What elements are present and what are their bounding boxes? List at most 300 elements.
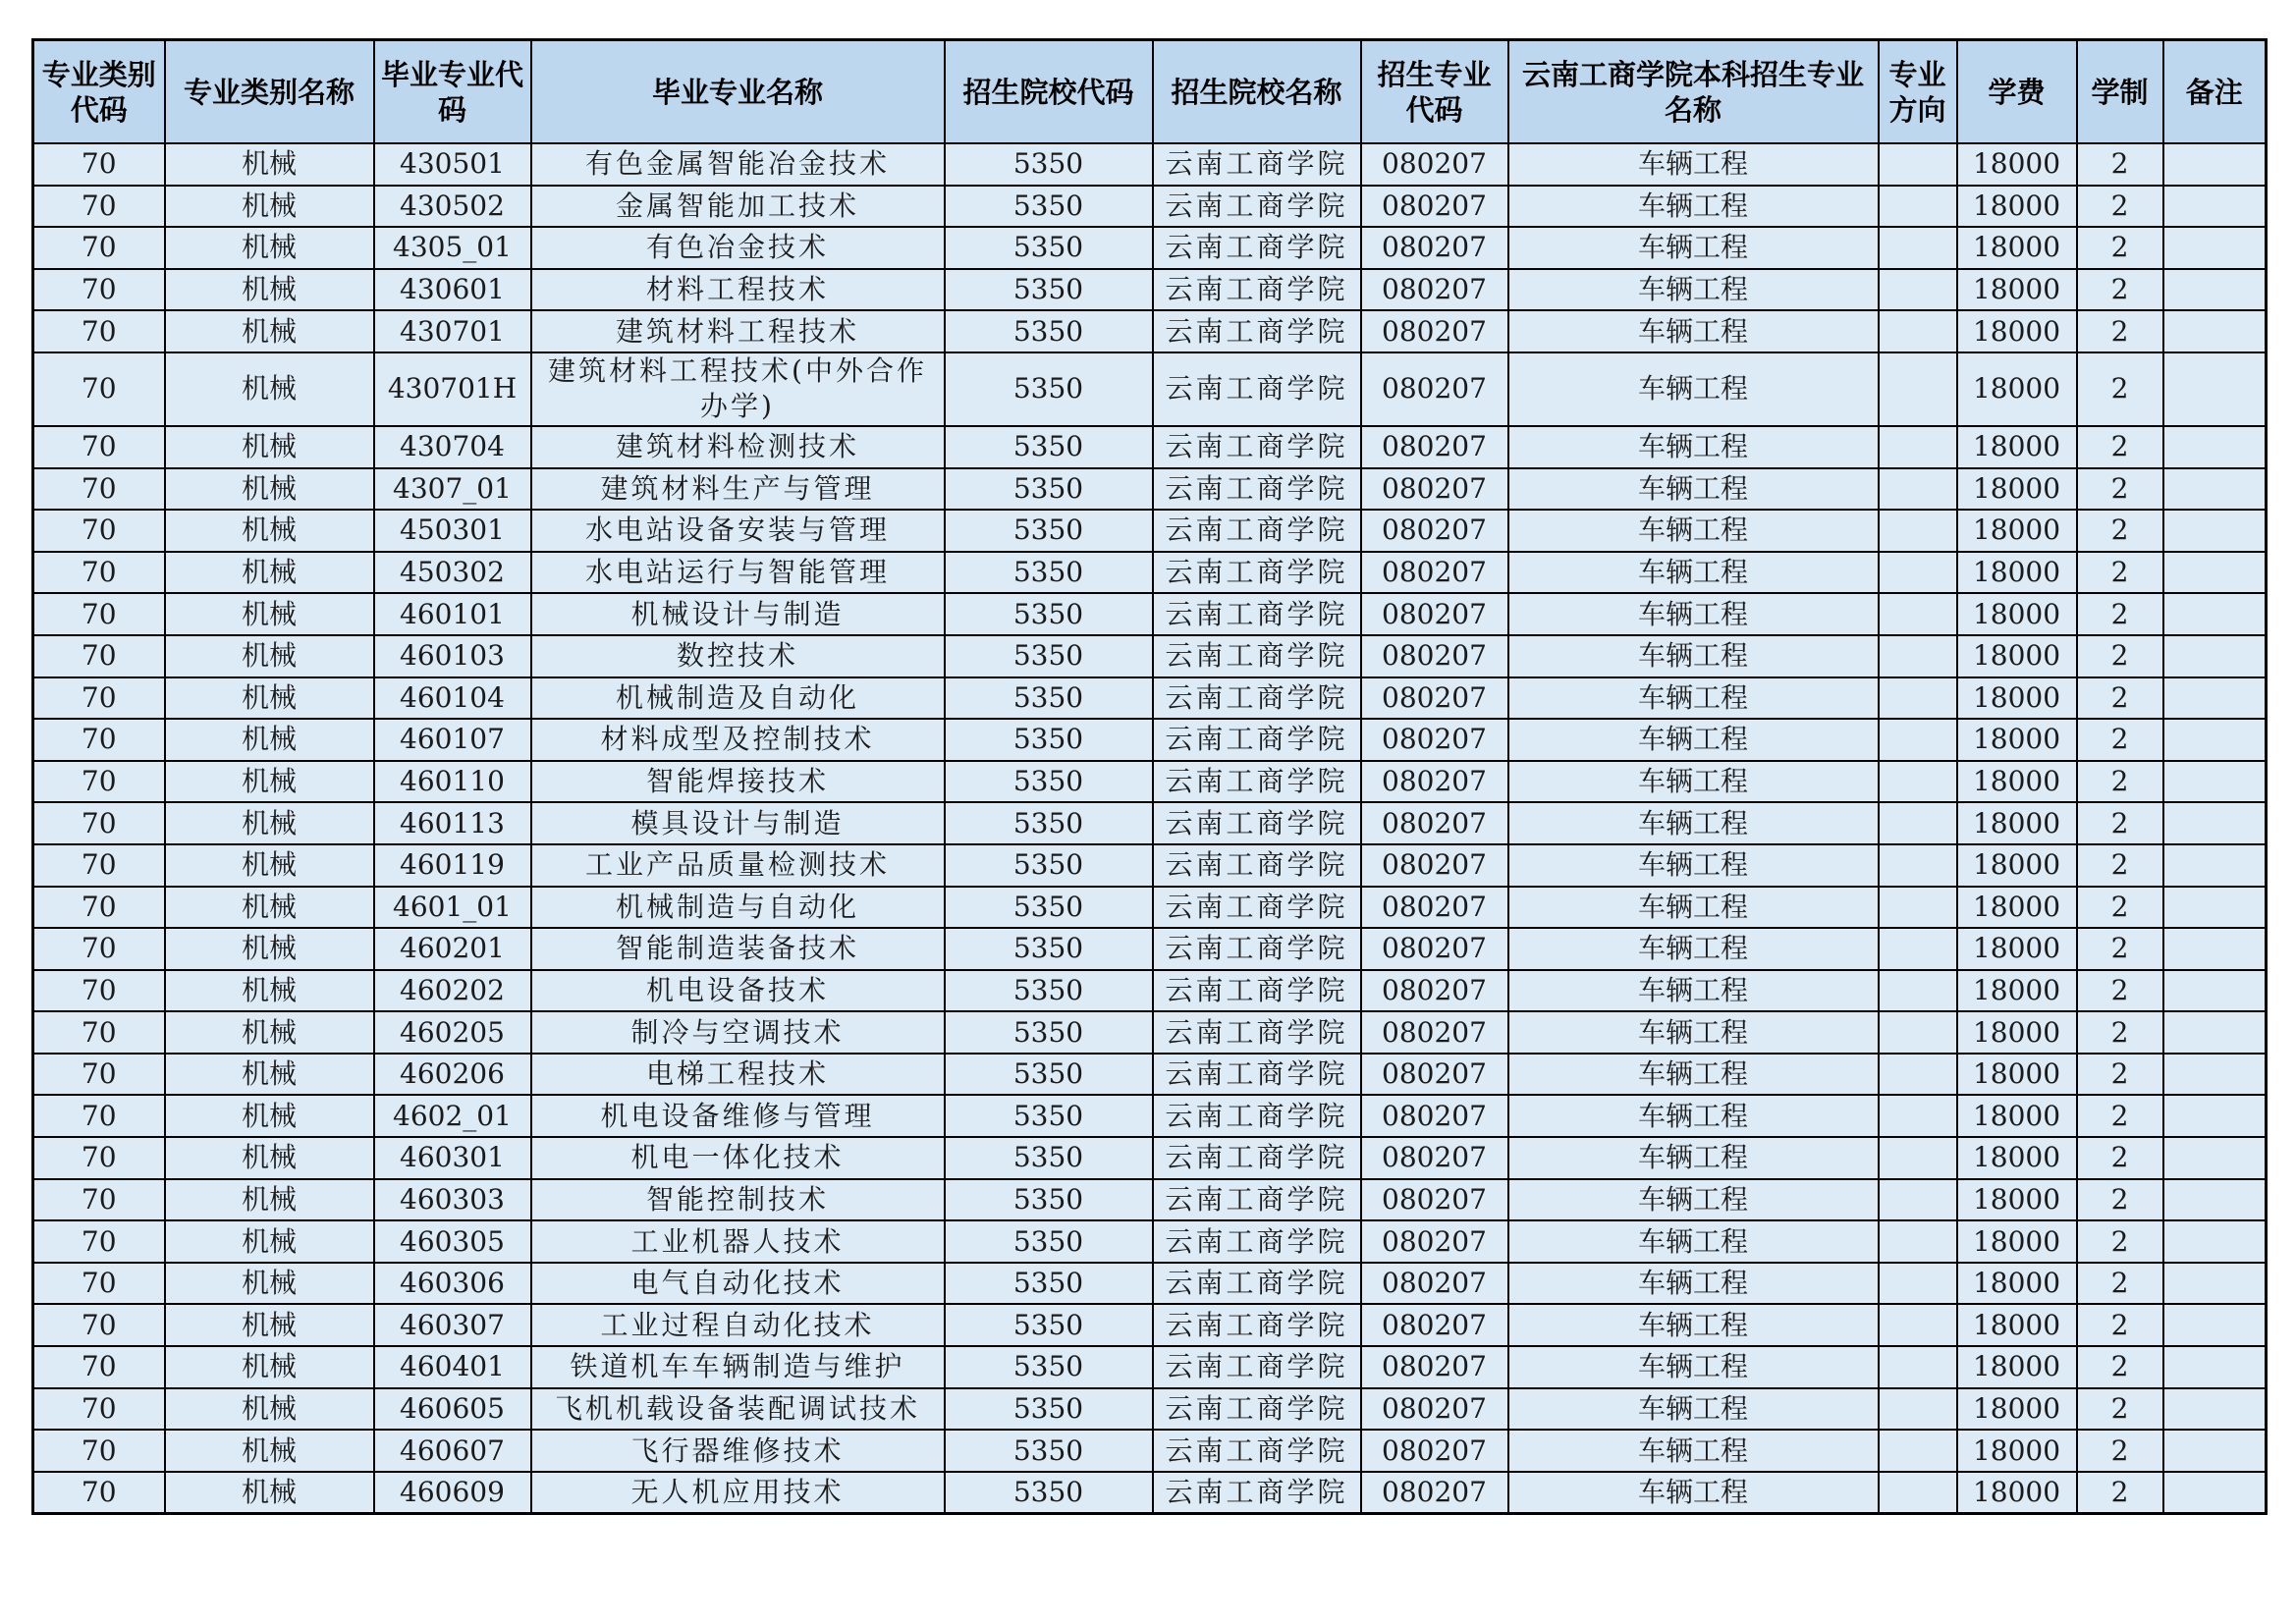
- cell-school-code: 5350: [945, 719, 1153, 761]
- cell-grad-major-code: 460305: [374, 1220, 531, 1263]
- cell-category-code: 70: [33, 719, 165, 761]
- table-row: [33, 186, 2267, 228]
- cell-tuition: 18000: [1957, 1304, 2077, 1346]
- cell-school-name: 云南工商学院: [1153, 269, 1361, 311]
- cell-enroll-major-name: 车辆工程: [1508, 1388, 1879, 1431]
- cell-duration: 2: [2077, 802, 2163, 844]
- cell-tuition: 18000: [1957, 802, 2077, 844]
- cell-category-name: 机械: [165, 1095, 374, 1137]
- cell-grad-major-code: 460605: [374, 1388, 531, 1431]
- cell-school-name: 云南工商学院: [1153, 426, 1361, 468]
- cell-direction: [1879, 1179, 1957, 1221]
- cell-school-code: 5350: [945, 761, 1153, 803]
- cell-direction: [1879, 1346, 1957, 1388]
- cell-enroll-major-name: 车辆工程: [1508, 1220, 1879, 1263]
- table-row: [33, 761, 2267, 803]
- cell-remarks: [2163, 844, 2267, 887]
- cell-category-code: 70: [33, 186, 165, 228]
- table-row: [33, 887, 2267, 929]
- cell-enroll-major-code: 080207: [1361, 1388, 1508, 1431]
- cell-school-name: 云南工商学院: [1153, 1263, 1361, 1305]
- cell-category-name: 机械: [165, 887, 374, 929]
- cell-grad-major-name: 机电一体化技术: [531, 1137, 945, 1179]
- cell-tuition: 18000: [1957, 552, 2077, 594]
- cell-grad-major-code: 430701H: [374, 352, 531, 426]
- cell-direction: [1879, 143, 1957, 186]
- table-row: [33, 802, 2267, 844]
- cell-enroll-major-code: 080207: [1361, 1346, 1508, 1388]
- cell-category-name: 机械: [165, 802, 374, 844]
- cell-remarks: [2163, 143, 2267, 186]
- cell-enroll-major-name: 车辆工程: [1508, 1011, 1879, 1054]
- cell-grad-major-code: 430601: [374, 269, 531, 311]
- cell-direction: [1879, 186, 1957, 228]
- cell-school-name: 云南工商学院: [1153, 928, 1361, 970]
- cell-school-name: 云南工商学院: [1153, 310, 1361, 352]
- cell-direction: [1879, 887, 1957, 929]
- cell-tuition: 18000: [1957, 352, 2077, 426]
- cell-enroll-major-code: 080207: [1361, 510, 1508, 552]
- cell-category-code: 70: [33, 844, 165, 887]
- cell-school-name: 云南工商学院: [1153, 1304, 1361, 1346]
- cell-direction: [1879, 1011, 1957, 1054]
- table-row: [33, 593, 2267, 635]
- cell-enroll-major-name: 车辆工程: [1508, 227, 1879, 269]
- cell-duration: 2: [2077, 1472, 2163, 1514]
- cell-enroll-major-name: 车辆工程: [1508, 468, 1879, 511]
- cell-remarks: [2163, 468, 2267, 511]
- cell-tuition: 18000: [1957, 227, 2077, 269]
- cell-direction: [1879, 552, 1957, 594]
- cell-tuition: 18000: [1957, 1011, 2077, 1054]
- cell-category-name: 机械: [165, 352, 374, 426]
- cell-grad-major-name: 工业过程自动化技术: [531, 1304, 945, 1346]
- cell-tuition: 18000: [1957, 143, 2077, 186]
- cell-category-code: 70: [33, 1220, 165, 1263]
- cell-direction: [1879, 227, 1957, 269]
- cell-category-name: 机械: [165, 552, 374, 594]
- cell-category-code: 70: [33, 761, 165, 803]
- cell-category-name: 机械: [165, 1054, 374, 1096]
- header-grad-major-name: 毕业专业名称: [531, 40, 945, 144]
- cell-duration: 2: [2077, 928, 2163, 970]
- cell-school-code: 5350: [945, 970, 1153, 1012]
- cell-category-code: 70: [33, 227, 165, 269]
- cell-category-code: 70: [33, 928, 165, 970]
- cell-category-name: 机械: [165, 635, 374, 677]
- cell-grad-major-code: 460609: [374, 1472, 531, 1514]
- cell-school-name: 云南工商学院: [1153, 510, 1361, 552]
- cell-enroll-major-code: 080207: [1361, 802, 1508, 844]
- cell-enroll-major-name: 车辆工程: [1508, 1054, 1879, 1096]
- cell-school-code: 5350: [945, 1179, 1153, 1221]
- cell-enroll-major-code: 080207: [1361, 143, 1508, 186]
- cell-remarks: [2163, 310, 2267, 352]
- cell-grad-major-name: 电梯工程技术: [531, 1054, 945, 1096]
- cell-remarks: [2163, 1179, 2267, 1221]
- header-category-code: 专业类别代码: [33, 40, 165, 144]
- cell-enroll-major-name: 车辆工程: [1508, 186, 1879, 228]
- cell-school-name: 云南工商学院: [1153, 1388, 1361, 1431]
- cell-direction: [1879, 310, 1957, 352]
- cell-tuition: 18000: [1957, 887, 2077, 929]
- cell-grad-major-code: 430704: [374, 426, 531, 468]
- cell-grad-major-name: 数控技术: [531, 635, 945, 677]
- cell-enroll-major-name: 车辆工程: [1508, 426, 1879, 468]
- cell-category-code: 70: [33, 1430, 165, 1472]
- cell-school-name: 云南工商学院: [1153, 1472, 1361, 1514]
- cell-grad-major-code: 460306: [374, 1263, 531, 1305]
- cell-grad-major-name: 金属智能加工技术: [531, 186, 945, 228]
- cell-school-name: 云南工商学院: [1153, 1346, 1361, 1388]
- cell-enroll-major-code: 080207: [1361, 310, 1508, 352]
- cell-category-name: 机械: [165, 844, 374, 887]
- cell-enroll-major-name: 车辆工程: [1508, 1304, 1879, 1346]
- cell-category-code: 70: [33, 1346, 165, 1388]
- cell-enroll-major-code: 080207: [1361, 761, 1508, 803]
- cell-duration: 2: [2077, 1430, 2163, 1472]
- table-row: [33, 1388, 2267, 1431]
- cell-tuition: 18000: [1957, 719, 2077, 761]
- cell-remarks: [2163, 1304, 2267, 1346]
- cell-tuition: 18000: [1957, 1346, 2077, 1388]
- table-row: [33, 269, 2267, 311]
- cell-grad-major-code: 460607: [374, 1430, 531, 1472]
- cell-school-code: 5350: [945, 677, 1153, 720]
- cell-enroll-major-code: 080207: [1361, 844, 1508, 887]
- cell-grad-major-code: 460303: [374, 1179, 531, 1221]
- cell-school-code: 5350: [945, 1054, 1153, 1096]
- cell-remarks: [2163, 552, 2267, 594]
- cell-direction: [1879, 635, 1957, 677]
- cell-remarks: [2163, 1137, 2267, 1179]
- cell-category-name: 机械: [165, 310, 374, 352]
- cell-grad-major-code: 430502: [374, 186, 531, 228]
- cell-grad-major-name: 智能焊接技术: [531, 761, 945, 803]
- cell-duration: 2: [2077, 719, 2163, 761]
- cell-grad-major-name: 智能制造装备技术: [531, 928, 945, 970]
- cell-enroll-major-code: 080207: [1361, 1054, 1508, 1096]
- cell-enroll-major-name: 车辆工程: [1508, 677, 1879, 720]
- cell-enroll-major-code: 080207: [1361, 635, 1508, 677]
- cell-category-code: 70: [33, 593, 165, 635]
- header-category-name: 专业类别名称: [165, 40, 374, 144]
- table-row: [33, 1304, 2267, 1346]
- cell-grad-major-code: 460119: [374, 844, 531, 887]
- cell-enroll-major-name: 车辆工程: [1508, 310, 1879, 352]
- cell-school-code: 5350: [945, 426, 1153, 468]
- cell-enroll-major-code: 080207: [1361, 1472, 1508, 1514]
- cell-direction: [1879, 677, 1957, 720]
- cell-category-name: 机械: [165, 227, 374, 269]
- cell-enroll-major-code: 080207: [1361, 928, 1508, 970]
- table-row: [33, 1095, 2267, 1137]
- cell-grad-major-code: 460107: [374, 719, 531, 761]
- cell-school-name: 云南工商学院: [1153, 1430, 1361, 1472]
- cell-school-code: 5350: [945, 844, 1153, 887]
- cell-grad-major-name: 飞机机载设备装配调试技术: [531, 1388, 945, 1431]
- cell-duration: 2: [2077, 468, 2163, 511]
- cell-enroll-major-code: 080207: [1361, 677, 1508, 720]
- table-row: [33, 426, 2267, 468]
- cell-enroll-major-code: 080207: [1361, 887, 1508, 929]
- cell-enroll-major-name: 车辆工程: [1508, 352, 1879, 426]
- cell-category-code: 70: [33, 1137, 165, 1179]
- cell-direction: [1879, 1472, 1957, 1514]
- cell-grad-major-code: 460113: [374, 802, 531, 844]
- cell-duration: 2: [2077, 510, 2163, 552]
- cell-grad-major-code: 460110: [374, 761, 531, 803]
- cell-school-name: 云南工商学院: [1153, 844, 1361, 887]
- cell-tuition: 18000: [1957, 1179, 2077, 1221]
- cell-category-name: 机械: [165, 1137, 374, 1179]
- cell-category-name: 机械: [165, 677, 374, 720]
- cell-grad-major-name: 水电站运行与智能管理: [531, 552, 945, 594]
- table-row: [33, 1263, 2267, 1305]
- cell-duration: 2: [2077, 635, 2163, 677]
- cell-category-name: 机械: [165, 510, 374, 552]
- cell-category-name: 机械: [165, 1179, 374, 1221]
- cell-direction: [1879, 1054, 1957, 1096]
- cell-grad-major-name: 材料工程技术: [531, 269, 945, 311]
- cell-remarks: [2163, 186, 2267, 228]
- cell-duration: 2: [2077, 310, 2163, 352]
- cell-grad-major-name: 建筑材料检测技术: [531, 426, 945, 468]
- table-row: [33, 844, 2267, 887]
- cell-enroll-major-name: 车辆工程: [1508, 510, 1879, 552]
- cell-category-code: 70: [33, 635, 165, 677]
- cell-school-name: 云南工商学院: [1153, 761, 1361, 803]
- cell-enroll-major-name: 车辆工程: [1508, 269, 1879, 311]
- cell-enroll-major-name: 车辆工程: [1508, 844, 1879, 887]
- cell-grad-major-code: 4602_01: [374, 1095, 531, 1137]
- cell-grad-major-name: 有色金属智能冶金技术: [531, 143, 945, 186]
- cell-category-name: 机械: [165, 468, 374, 511]
- cell-category-name: 机械: [165, 1220, 374, 1263]
- cell-direction: [1879, 269, 1957, 311]
- cell-tuition: 18000: [1957, 269, 2077, 311]
- table-row: [33, 1011, 2267, 1054]
- cell-school-name: 云南工商学院: [1153, 1179, 1361, 1221]
- cell-duration: 2: [2077, 269, 2163, 311]
- cell-enroll-major-name: 车辆工程: [1508, 887, 1879, 929]
- cell-duration: 2: [2077, 1304, 2163, 1346]
- cell-category-name: 机械: [165, 1304, 374, 1346]
- cell-remarks: [2163, 761, 2267, 803]
- cell-enroll-major-name: 车辆工程: [1508, 970, 1879, 1012]
- cell-category-code: 70: [33, 1095, 165, 1137]
- cell-school-code: 5350: [945, 1346, 1153, 1388]
- cell-grad-major-name: 机械设计与制造: [531, 593, 945, 635]
- header-duration: 学制: [2077, 40, 2163, 144]
- table-row: [33, 352, 2267, 426]
- cell-grad-major-name: 飞行器维修技术: [531, 1430, 945, 1472]
- header-school-name: 招生院校名称: [1153, 40, 1361, 144]
- cell-category-name: 机械: [165, 186, 374, 228]
- cell-category-code: 70: [33, 1304, 165, 1346]
- table-row: [33, 1179, 2267, 1221]
- cell-school-code: 5350: [945, 928, 1153, 970]
- table-body: [33, 143, 2267, 1514]
- cell-enroll-major-code: 080207: [1361, 970, 1508, 1012]
- cell-duration: 2: [2077, 352, 2163, 426]
- cell-duration: 2: [2077, 227, 2163, 269]
- cell-enroll-major-code: 080207: [1361, 1137, 1508, 1179]
- cell-direction: [1879, 510, 1957, 552]
- cell-school-code: 5350: [945, 186, 1153, 228]
- cell-enroll-major-code: 080207: [1361, 719, 1508, 761]
- cell-remarks: [2163, 1263, 2267, 1305]
- cell-school-code: 5350: [945, 1430, 1153, 1472]
- cell-school-code: 5350: [945, 887, 1153, 929]
- cell-school-code: 5350: [945, 1137, 1153, 1179]
- cell-category-code: 70: [33, 310, 165, 352]
- cell-duration: 2: [2077, 887, 2163, 929]
- cell-grad-major-name: 无人机应用技术: [531, 1472, 945, 1514]
- cell-tuition: 18000: [1957, 310, 2077, 352]
- cell-grad-major-name: 电气自动化技术: [531, 1263, 945, 1305]
- cell-school-code: 5350: [945, 1304, 1153, 1346]
- cell-category-code: 70: [33, 143, 165, 186]
- table-row: [33, 719, 2267, 761]
- cell-tuition: 18000: [1957, 593, 2077, 635]
- cell-enroll-major-code: 080207: [1361, 1220, 1508, 1263]
- cell-category-code: 70: [33, 426, 165, 468]
- cell-school-code: 5350: [945, 1220, 1153, 1263]
- cell-enroll-major-code: 080207: [1361, 1304, 1508, 1346]
- cell-remarks: [2163, 928, 2267, 970]
- cell-category-name: 机械: [165, 928, 374, 970]
- table-row: [33, 1346, 2267, 1388]
- table-row: [33, 1220, 2267, 1263]
- cell-grad-major-name: 机电设备技术: [531, 970, 945, 1012]
- cell-school-name: 云南工商学院: [1153, 143, 1361, 186]
- cell-school-code: 5350: [945, 593, 1153, 635]
- cell-school-code: 5350: [945, 1472, 1153, 1514]
- cell-grad-major-code: 450301: [374, 510, 531, 552]
- cell-tuition: 18000: [1957, 677, 2077, 720]
- table-row: [33, 510, 2267, 552]
- cell-grad-major-code: 460104: [374, 677, 531, 720]
- cell-tuition: 18000: [1957, 1472, 2077, 1514]
- cell-enroll-major-name: 车辆工程: [1508, 1263, 1879, 1305]
- cell-tuition: 18000: [1957, 510, 2077, 552]
- cell-remarks: [2163, 1346, 2267, 1388]
- cell-remarks: [2163, 269, 2267, 311]
- cell-enroll-major-name: 车辆工程: [1508, 802, 1879, 844]
- cell-grad-major-name: 机械制造与自动化: [531, 887, 945, 929]
- table-row: [33, 970, 2267, 1012]
- cell-remarks: [2163, 510, 2267, 552]
- cell-category-name: 机械: [165, 593, 374, 635]
- cell-school-code: 5350: [945, 552, 1153, 594]
- cell-category-code: 70: [33, 468, 165, 511]
- cell-direction: [1879, 593, 1957, 635]
- cell-grad-major-name: 智能控制技术: [531, 1179, 945, 1221]
- cell-tuition: 18000: [1957, 186, 2077, 228]
- cell-enroll-major-code: 080207: [1361, 552, 1508, 594]
- cell-grad-major-name: 水电站设备安装与管理: [531, 510, 945, 552]
- cell-tuition: 18000: [1957, 1137, 2077, 1179]
- cell-enroll-major-name: 车辆工程: [1508, 1095, 1879, 1137]
- cell-grad-major-name: 有色冶金技术: [531, 227, 945, 269]
- cell-category-code: 70: [33, 802, 165, 844]
- table-row: [33, 928, 2267, 970]
- cell-category-name: 机械: [165, 761, 374, 803]
- table-row: [33, 143, 2267, 186]
- cell-category-code: 70: [33, 970, 165, 1012]
- cell-category-code: 70: [33, 352, 165, 426]
- cell-school-code: 5350: [945, 510, 1153, 552]
- cell-grad-major-name: 制冷与空调技术: [531, 1011, 945, 1054]
- cell-duration: 2: [2077, 1011, 2163, 1054]
- cell-enroll-major-code: 080207: [1361, 352, 1508, 426]
- cell-duration: 2: [2077, 677, 2163, 720]
- table-row: [33, 227, 2267, 269]
- table-row: [33, 552, 2267, 594]
- table-row: [33, 1054, 2267, 1096]
- cell-grad-major-code: 4601_01: [374, 887, 531, 929]
- header-enroll-major-name: 云南工商学院本科招生专业名称: [1508, 40, 1879, 144]
- cell-direction: [1879, 761, 1957, 803]
- cell-category-code: 70: [33, 1472, 165, 1514]
- cell-duration: 2: [2077, 1388, 2163, 1431]
- cell-enroll-major-code: 080207: [1361, 1263, 1508, 1305]
- cell-school-name: 云南工商学院: [1153, 552, 1361, 594]
- cell-grad-major-code: 460307: [374, 1304, 531, 1346]
- cell-grad-major-code: 430701: [374, 310, 531, 352]
- cell-category-name: 机械: [165, 269, 374, 311]
- cell-school-code: 5350: [945, 468, 1153, 511]
- cell-school-name: 云南工商学院: [1153, 802, 1361, 844]
- cell-school-code: 5350: [945, 143, 1153, 186]
- cell-enroll-major-name: 车辆工程: [1508, 1137, 1879, 1179]
- cell-grad-major-name: 机械制造及自动化: [531, 677, 945, 720]
- cell-tuition: 18000: [1957, 844, 2077, 887]
- cell-category-name: 机械: [165, 143, 374, 186]
- cell-school-name: 云南工商学院: [1153, 719, 1361, 761]
- cell-school-name: 云南工商学院: [1153, 887, 1361, 929]
- cell-tuition: 18000: [1957, 1388, 2077, 1431]
- cell-remarks: [2163, 1095, 2267, 1137]
- cell-remarks: [2163, 1011, 2267, 1054]
- cell-grad-major-name: 工业产品质量检测技术: [531, 844, 945, 887]
- cell-remarks: [2163, 1430, 2267, 1472]
- cell-school-name: 云南工商学院: [1153, 227, 1361, 269]
- cell-school-name: 云南工商学院: [1153, 1095, 1361, 1137]
- cell-school-code: 5350: [945, 635, 1153, 677]
- header-tuition: 学费: [1957, 40, 2077, 144]
- cell-direction: [1879, 719, 1957, 761]
- cell-remarks: [2163, 1388, 2267, 1431]
- cell-school-code: 5350: [945, 1388, 1153, 1431]
- cell-duration: 2: [2077, 970, 2163, 1012]
- cell-category-name: 机械: [165, 1346, 374, 1388]
- cell-direction: [1879, 1095, 1957, 1137]
- cell-direction: [1879, 1388, 1957, 1431]
- cell-direction: [1879, 844, 1957, 887]
- cell-school-code: 5350: [945, 1095, 1153, 1137]
- cell-direction: [1879, 352, 1957, 426]
- cell-school-name: 云南工商学院: [1153, 1137, 1361, 1179]
- cell-category-code: 70: [33, 269, 165, 311]
- cell-remarks: [2163, 352, 2267, 426]
- cell-grad-major-name: 工业机器人技术: [531, 1220, 945, 1263]
- cell-category-code: 70: [33, 887, 165, 929]
- admissions-table: [31, 38, 2268, 1515]
- cell-school-name: 云南工商学院: [1153, 186, 1361, 228]
- cell-direction: [1879, 1220, 1957, 1263]
